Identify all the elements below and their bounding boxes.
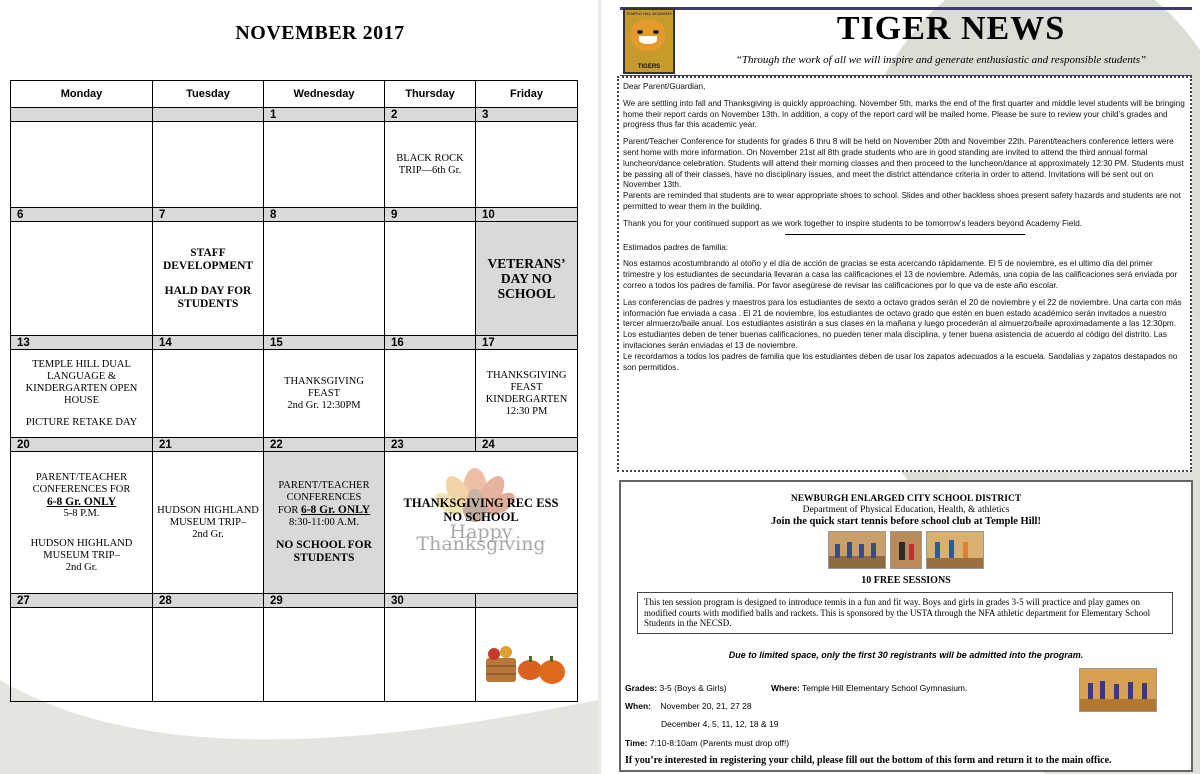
flyer-description: This ten session program is designed to introduce tennis in a fun and fit way. Boys and girls in grades 3-5 will practice and play games on modified courts with modified balls and rackets. This is sponsored by the USTA through the NFA athletic department for Elementary School Students in the NECSD. bbox=[637, 592, 1173, 634]
event-text: NO SCHOOL bbox=[443, 509, 519, 524]
grades-label: Grades: bbox=[625, 683, 658, 693]
day-cell-event bbox=[264, 350, 385, 438]
event-text: HALD DAY FOR STUDENTS bbox=[164, 284, 252, 310]
date-number: 17 bbox=[476, 336, 578, 350]
happy-thanksgiving-text: Happy Thanksgiving bbox=[416, 520, 546, 555]
event-text: NO SCHOOL FOR STUDENTS bbox=[276, 539, 372, 564]
calendar-title: NOVEMBER 2017 bbox=[235, 22, 405, 44]
date-number: 29 bbox=[264, 594, 385, 608]
date-number: 15 bbox=[264, 336, 385, 350]
flyer-when bbox=[625, 701, 752, 711]
date-number: 30 bbox=[385, 594, 476, 608]
day-cell-event bbox=[153, 222, 264, 336]
event-text: PARENT/TEACHER CONFERENCES FOR bbox=[32, 471, 131, 495]
date-number bbox=[476, 594, 578, 608]
when-label: When: bbox=[625, 701, 651, 711]
weekday-header: Thursday bbox=[385, 81, 476, 108]
date-number: 3 bbox=[476, 108, 578, 122]
tennis-flyer bbox=[619, 480, 1193, 772]
letter-paragraph: Las conferencias de padres y maestros para los estudiantes de sexto a octavo grados serán el 20 de noviembre y el 22 de noviembre. Una carta con más información fue enviada a casa . El 21 de noviembre, los estudiantes de octavo grado que estén en buen estado académico serán invitados a nuestro tercer almuerzo/baile anual. Los estudiantes asistirán a sus clases en la mañana y luego procederán al almuerzo/baile aproximadamente a las 12:30pm. Los estudiantes deben de tener buenas calificaciones, no pueden tener mala disciplina, y tener buena asistencia de acuerdo al código del distrito. Las invitaciones serán enviadas el 13 de noviembre. bbox=[623, 297, 1182, 350]
event-text: PARENT/TEACHER CONFERENCES bbox=[278, 480, 370, 503]
gym-photo bbox=[1079, 668, 1157, 712]
date-number: 7 bbox=[153, 208, 264, 222]
event-text: 5-8 P.M. bbox=[63, 507, 100, 519]
day-cell-event bbox=[11, 350, 153, 438]
event-text: TEMPLE HILL DUAL LANGUAGE & KINDERGARTEN OPEN HOUSE bbox=[25, 358, 138, 406]
day-cell bbox=[476, 608, 578, 702]
event-text: 2nd Gr. bbox=[65, 561, 98, 573]
week-row bbox=[11, 350, 578, 438]
newsletter-title: TIGER NEWS bbox=[836, 10, 1066, 47]
date-number: 16 bbox=[385, 336, 476, 350]
letter-paragraph: Parents are reminded that students are to wear appropriate shoes to school. Slides and other backless shoes present safety hazards and students are not permitted to wear them in the building. bbox=[623, 191, 1181, 211]
day-cell bbox=[385, 350, 476, 438]
event-text: THANKSGIVING FEAST bbox=[284, 375, 364, 399]
day-cell bbox=[264, 122, 385, 208]
weekday-header: Monday bbox=[11, 81, 153, 108]
date-number: 10 bbox=[476, 208, 578, 222]
date-number: 13 bbox=[11, 336, 153, 350]
newsletter-motto: “Through the work of all we will inspire and generate enthusiastic and responsible students” bbox=[735, 54, 1147, 66]
flyer-limit-notice: Due to limited space, only the first 30 registrants will be admitted into the program. bbox=[728, 649, 1084, 660]
grades-value: 3-5 (Boys & Girls) bbox=[659, 683, 727, 693]
day-cell bbox=[11, 222, 153, 336]
date-number-row bbox=[11, 108, 578, 122]
letter-paragraph: We are settling into fall and Thanksgiving is quickly approaching. November 5th, marks the end of the first quarter and middle level students will be bringing home their report cards on November 13th. In addition, a copy of the report card will be mailed home. Please be sure to review your child’s grades and progress thus far this academic year. bbox=[623, 98, 1185, 130]
event-text: HUDSON HIGHLAND MUSEUM TRIP– bbox=[157, 504, 259, 528]
calendar-grid bbox=[10, 80, 578, 702]
week-row bbox=[11, 122, 578, 208]
date-number: 2 bbox=[385, 108, 476, 122]
day-cell bbox=[153, 122, 264, 208]
weekday-header: Tuesday bbox=[153, 81, 264, 108]
day-cell bbox=[264, 608, 385, 702]
day-cell bbox=[11, 122, 153, 208]
week-row bbox=[11, 608, 578, 702]
day-cell-event: BLACK ROCK TRIP—6th Gr. bbox=[385, 122, 476, 208]
date-number bbox=[153, 108, 264, 122]
event-text: VETERANS’ DAY NO SCHOOL bbox=[487, 256, 566, 301]
date-number: 6 bbox=[11, 208, 153, 222]
event-text: 6-8 Gr. ONLY bbox=[300, 504, 371, 516]
weekday-header-row bbox=[11, 81, 578, 108]
date-number: 24 bbox=[476, 438, 578, 452]
event-text: FOR bbox=[277, 505, 301, 516]
day-cell-holiday bbox=[476, 222, 578, 336]
day-cell-holiday bbox=[385, 452, 578, 594]
letter-greeting: Dear Parent/Guardian, bbox=[623, 82, 706, 91]
day-cell-event bbox=[153, 452, 264, 594]
date-number: 9 bbox=[385, 208, 476, 222]
date-number: 1 bbox=[264, 108, 385, 122]
letter-paragraph: Nos estamos acostumbrando al otoño y el día de acción de gracias se esta acercando rápidamente. El 5 de noviembre, es el ultimo día del primer trimestre y los estudiantes de secundaria llevaran a casa las calificaciones el 13 de noviembre. Además, una copia de las calificaciones será enviada por correo a todos los padres de familia. Por favor asegúrese de revisar las calificaciones por lo que va de este año escolar. bbox=[623, 259, 1178, 290]
day-cell-event bbox=[264, 452, 385, 594]
date-number: 28 bbox=[153, 594, 264, 608]
logo-school-name: TEMPLE HILL ACADEMY bbox=[625, 11, 673, 16]
day-cell-event bbox=[11, 452, 153, 594]
event-text: 2nd Gr. bbox=[192, 528, 224, 540]
event-text: PICTURE RETAKE DAY bbox=[25, 416, 138, 428]
day-cell bbox=[476, 122, 578, 208]
event-text: STAFF DEVELOPMENT bbox=[162, 246, 254, 272]
date-number: 23 bbox=[385, 438, 476, 452]
day-cell bbox=[153, 350, 264, 438]
date-number-row bbox=[11, 594, 578, 608]
tennis-photo bbox=[890, 531, 922, 569]
tiger-icon bbox=[631, 20, 665, 52]
date-number: 22 bbox=[264, 438, 385, 452]
where-value: Temple Hill Elementary School Gymnasium. bbox=[802, 683, 968, 693]
event-text: 8:30-11:00 A.M. bbox=[289, 517, 359, 528]
tennis-photo bbox=[828, 531, 886, 569]
day-cell bbox=[385, 222, 476, 336]
letter-paragraph: Parent/Teacher Conference for students for grades 6 thru 8 will be held on November 20th and November 22th. Parent/teachers conference letters were sent home with more information. On November 21st all 8th grade students who are in good standing are invited to attend the third annual formal luncheon/dance celebration. Students will attend their morning classes and then proceed to the luncheon/dance at approximately 12:30 PM. Students must be passing all of their classes, have no disciplinary issues, and meet the district attendance criteria in order to attend. Invitations will be sent out on November 13th. bbox=[623, 137, 1184, 190]
time-value: 7:10-8:10am (Parents must drop off!) bbox=[649, 738, 790, 748]
harvest-basket-icon bbox=[480, 636, 570, 686]
divider bbox=[785, 234, 1025, 235]
flyer-time bbox=[625, 738, 789, 748]
week-row bbox=[11, 222, 578, 336]
event-text: 6-8 Gr. ONLY bbox=[46, 495, 117, 508]
calendar-page bbox=[0, 0, 598, 774]
day-cell bbox=[11, 608, 153, 702]
day-cell bbox=[264, 222, 385, 336]
weekday-header: Wednesday bbox=[264, 81, 385, 108]
flyer-dept: Department of Physical Education, Health, & athletics bbox=[802, 505, 1010, 515]
event-text: THANKSGIVING REC ESS bbox=[403, 495, 559, 510]
event-text: 12:30 PM bbox=[505, 405, 548, 417]
date-number: 8 bbox=[264, 208, 385, 222]
tennis-photo bbox=[926, 531, 984, 569]
letter-greeting-spanish: Estimados padres de familia: bbox=[623, 242, 729, 252]
when-value: November 20, 21, 27 28 bbox=[660, 701, 752, 711]
weekday-header: Friday bbox=[476, 81, 578, 108]
where-label: Where: bbox=[771, 683, 800, 693]
flyer-headline: Join the quick start tennis before school club at Temple Hill! bbox=[771, 516, 1041, 527]
time-label: Time: bbox=[625, 738, 648, 748]
event-text: THANKSGIVING FEAST KINDERGARTEN bbox=[485, 369, 568, 405]
date-number: 27 bbox=[11, 594, 153, 608]
date-number: 21 bbox=[153, 438, 264, 452]
day-cell bbox=[385, 608, 476, 702]
date-number: 20 bbox=[11, 438, 153, 452]
flyer-org: NEWBURGH ENLARGED CITY SCHOOL DISTRICT bbox=[790, 494, 1022, 504]
letter-paragraph: Le recordamos a todos los padres de familia que los estudiantes deben de usar los zapatos adecuados a la escuela. Sandalias y zapatos destapados no son permitidos. bbox=[623, 351, 1178, 372]
date-number: 14 bbox=[153, 336, 264, 350]
tennis-photos bbox=[621, 531, 1191, 567]
date-number-row bbox=[11, 438, 578, 452]
flyer-where bbox=[771, 683, 967, 693]
week-row bbox=[11, 452, 578, 594]
flyer-grades bbox=[625, 683, 727, 693]
when-value-2: December 4, 5, 11, 12, 18 & 19 bbox=[661, 719, 779, 729]
day-cell bbox=[153, 608, 264, 702]
parent-letter bbox=[617, 76, 1192, 472]
logo-label: TIGERS bbox=[637, 64, 661, 70]
date-number bbox=[11, 108, 153, 122]
day-cell-event bbox=[476, 350, 578, 438]
event-text: HUDSON HIGHLAND MUSEUM TRIP– bbox=[30, 537, 133, 561]
tiger-logo bbox=[623, 8, 675, 74]
letter-paragraph: Thank you for your continued support as we work together to inspire students to be tomorrow’s leaders beyond Academy Field. bbox=[623, 218, 1083, 228]
event-text: 2nd Gr. 12:30PM bbox=[287, 399, 361, 411]
date-number-row bbox=[11, 336, 578, 350]
newsletter-page bbox=[601, 0, 1200, 774]
flyer-free-sessions: 10 FREE SESSIONS bbox=[861, 575, 951, 586]
flyer-registration-note: If you’re interested in registering your child, please fill out the bottom of this form and return it to the main office. bbox=[625, 755, 1112, 766]
date-number-row bbox=[11, 208, 578, 222]
